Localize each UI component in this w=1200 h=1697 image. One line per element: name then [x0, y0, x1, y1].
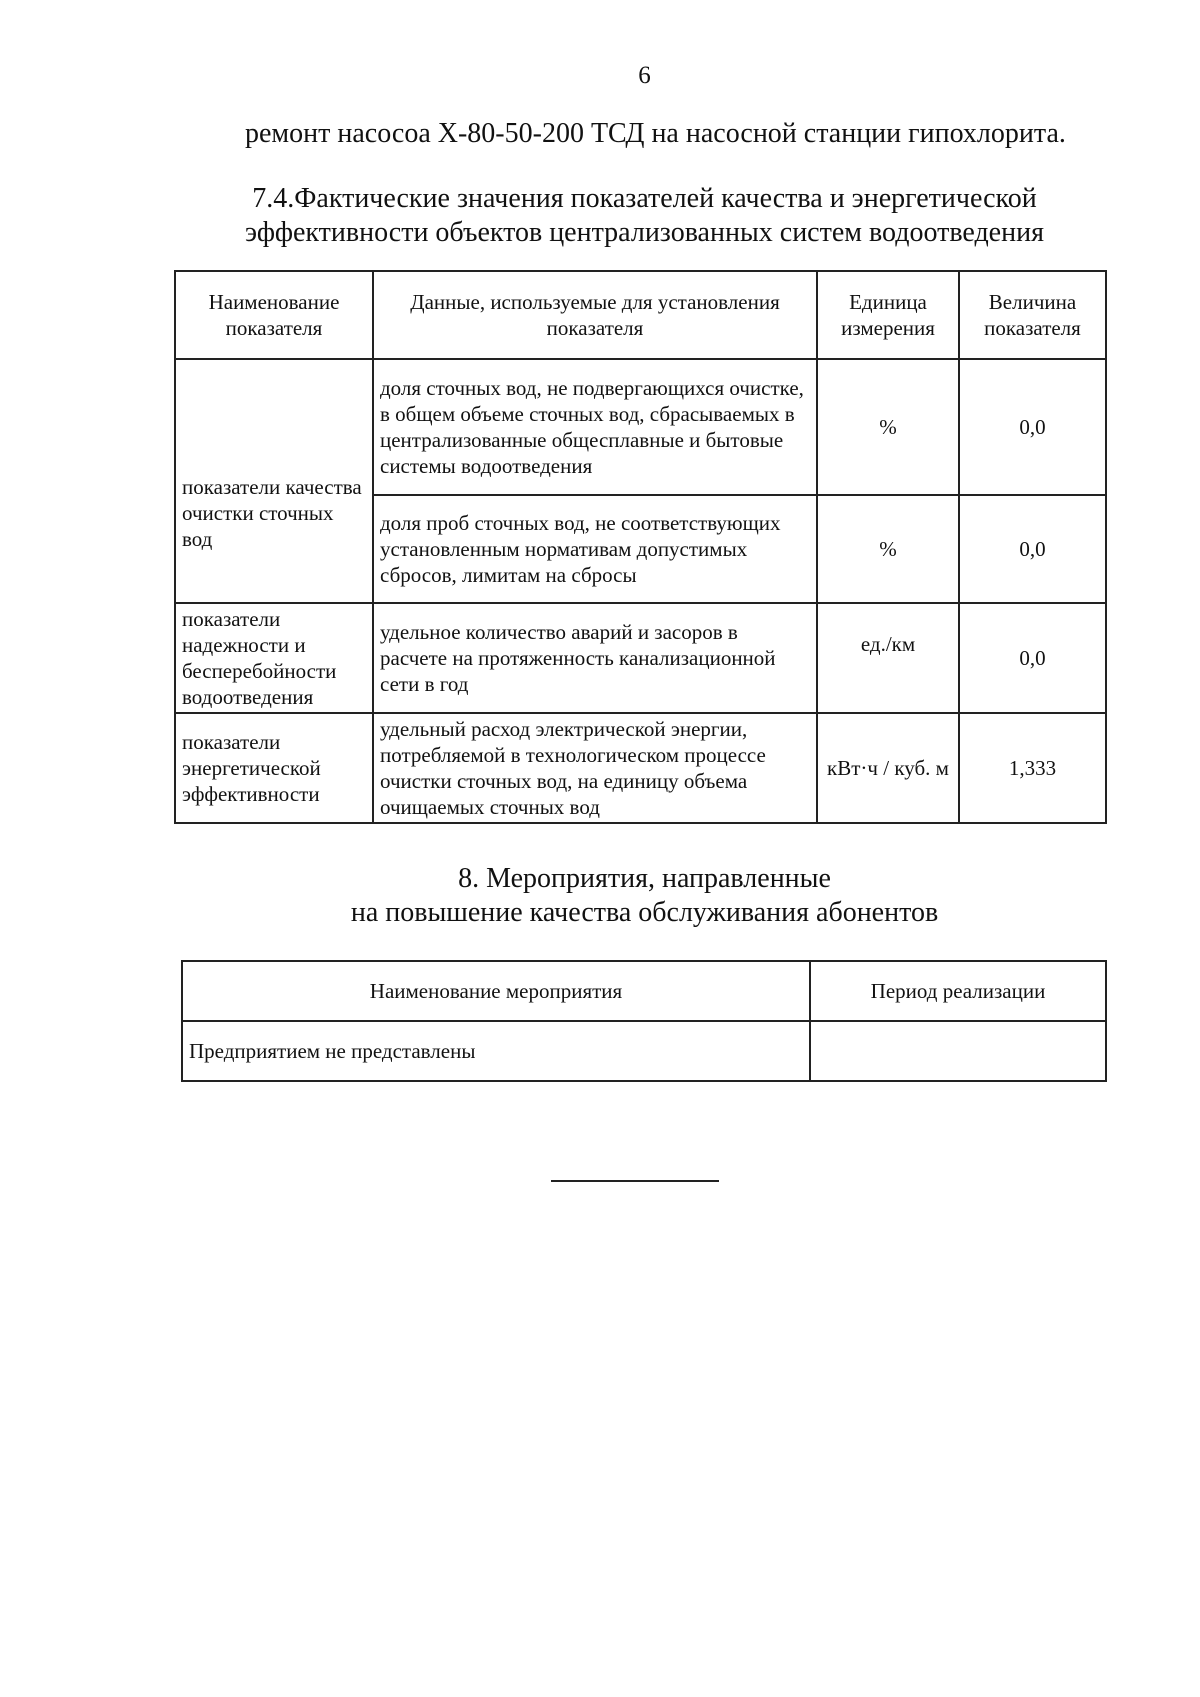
end-rule — [551, 1180, 719, 1182]
indicator-unit: кВт·ч / куб. м — [817, 713, 959, 823]
table-row — [175, 603, 1106, 713]
indicator-description: удельное количество аварий и засоров в расчете на протяженность канализационной сети в год — [373, 603, 817, 713]
section-7-4-title-line1: 7.4.Фактические значения показателей качества и энергетической — [252, 183, 1037, 214]
indicator-description: удельный расход электрической энергии, потребляемой в технологическом процессе очистки сточных вод, на единицу объема очищаемых сточных вод — [373, 713, 817, 823]
indicator-description: доля проб сточных вод, не соответствующих установленным нормативам допустимых сбросов, лимитам на сбросы — [373, 495, 817, 603]
header-value: Величина показателя — [959, 271, 1106, 359]
table-header-row — [182, 961, 1106, 1021]
header-data: Данные, используемые для установления показателя — [373, 271, 817, 359]
event-period — [810, 1021, 1106, 1081]
indicator-unit-text: ед./км — [860, 632, 916, 656]
header-name: Наименование показателя — [175, 271, 373, 359]
header-event: Наименование мероприятия — [182, 961, 810, 1021]
indicator-name — [175, 359, 373, 603]
table-row — [182, 1021, 1106, 1081]
indicator-unit: % — [817, 359, 959, 495]
section-8-title-line2: на повышение качества обслуживания абонентов — [350, 897, 939, 928]
page-number: 6 — [638, 62, 651, 89]
header-unit: Единица измерения — [817, 271, 959, 359]
indicator-unit: % — [817, 495, 959, 603]
indicator-unit — [817, 603, 959, 713]
indicator-value: 0,0 — [959, 359, 1106, 495]
table-header-row — [175, 271, 1106, 359]
indicator-name-text: показатели качества очистки сточных вод — [182, 475, 362, 551]
indicator-description: доля сточных вод, не подвергающихся очистке, в общем объеме сточных вод, сбрасываемых в централизованные общесплавные и бытовые системы водоотведения — [373, 359, 817, 495]
indicator-value: 1,333 — [959, 713, 1106, 823]
section-7-4-title — [0, 182, 1200, 250]
header-period: Период реализации — [810, 961, 1106, 1021]
section-8-title-line1: 8. Мероприятия, направленные — [458, 863, 831, 894]
quality-indicators-table — [174, 270, 1107, 824]
intro-line: ремонт насосоа Х-80-50-200 ТСД на насосной станции гипохлорита. — [245, 118, 1066, 149]
section-8-title — [0, 862, 1200, 930]
indicator-value: 0,0 — [959, 495, 1106, 603]
indicator-value: 0,0 — [959, 603, 1106, 713]
table-row — [175, 359, 1106, 495]
indicator-name: показатели надежности и бесперебойности водоотведения — [175, 603, 373, 713]
event-name: Предприятием не представлены — [182, 1021, 810, 1081]
section-7-4-title-line2: эффективности объектов централизованных систем водоотведения — [245, 217, 1044, 248]
events-table — [181, 960, 1107, 1082]
table-row — [175, 713, 1106, 823]
indicator-name: показатели энергетической эффективности — [175, 713, 373, 823]
